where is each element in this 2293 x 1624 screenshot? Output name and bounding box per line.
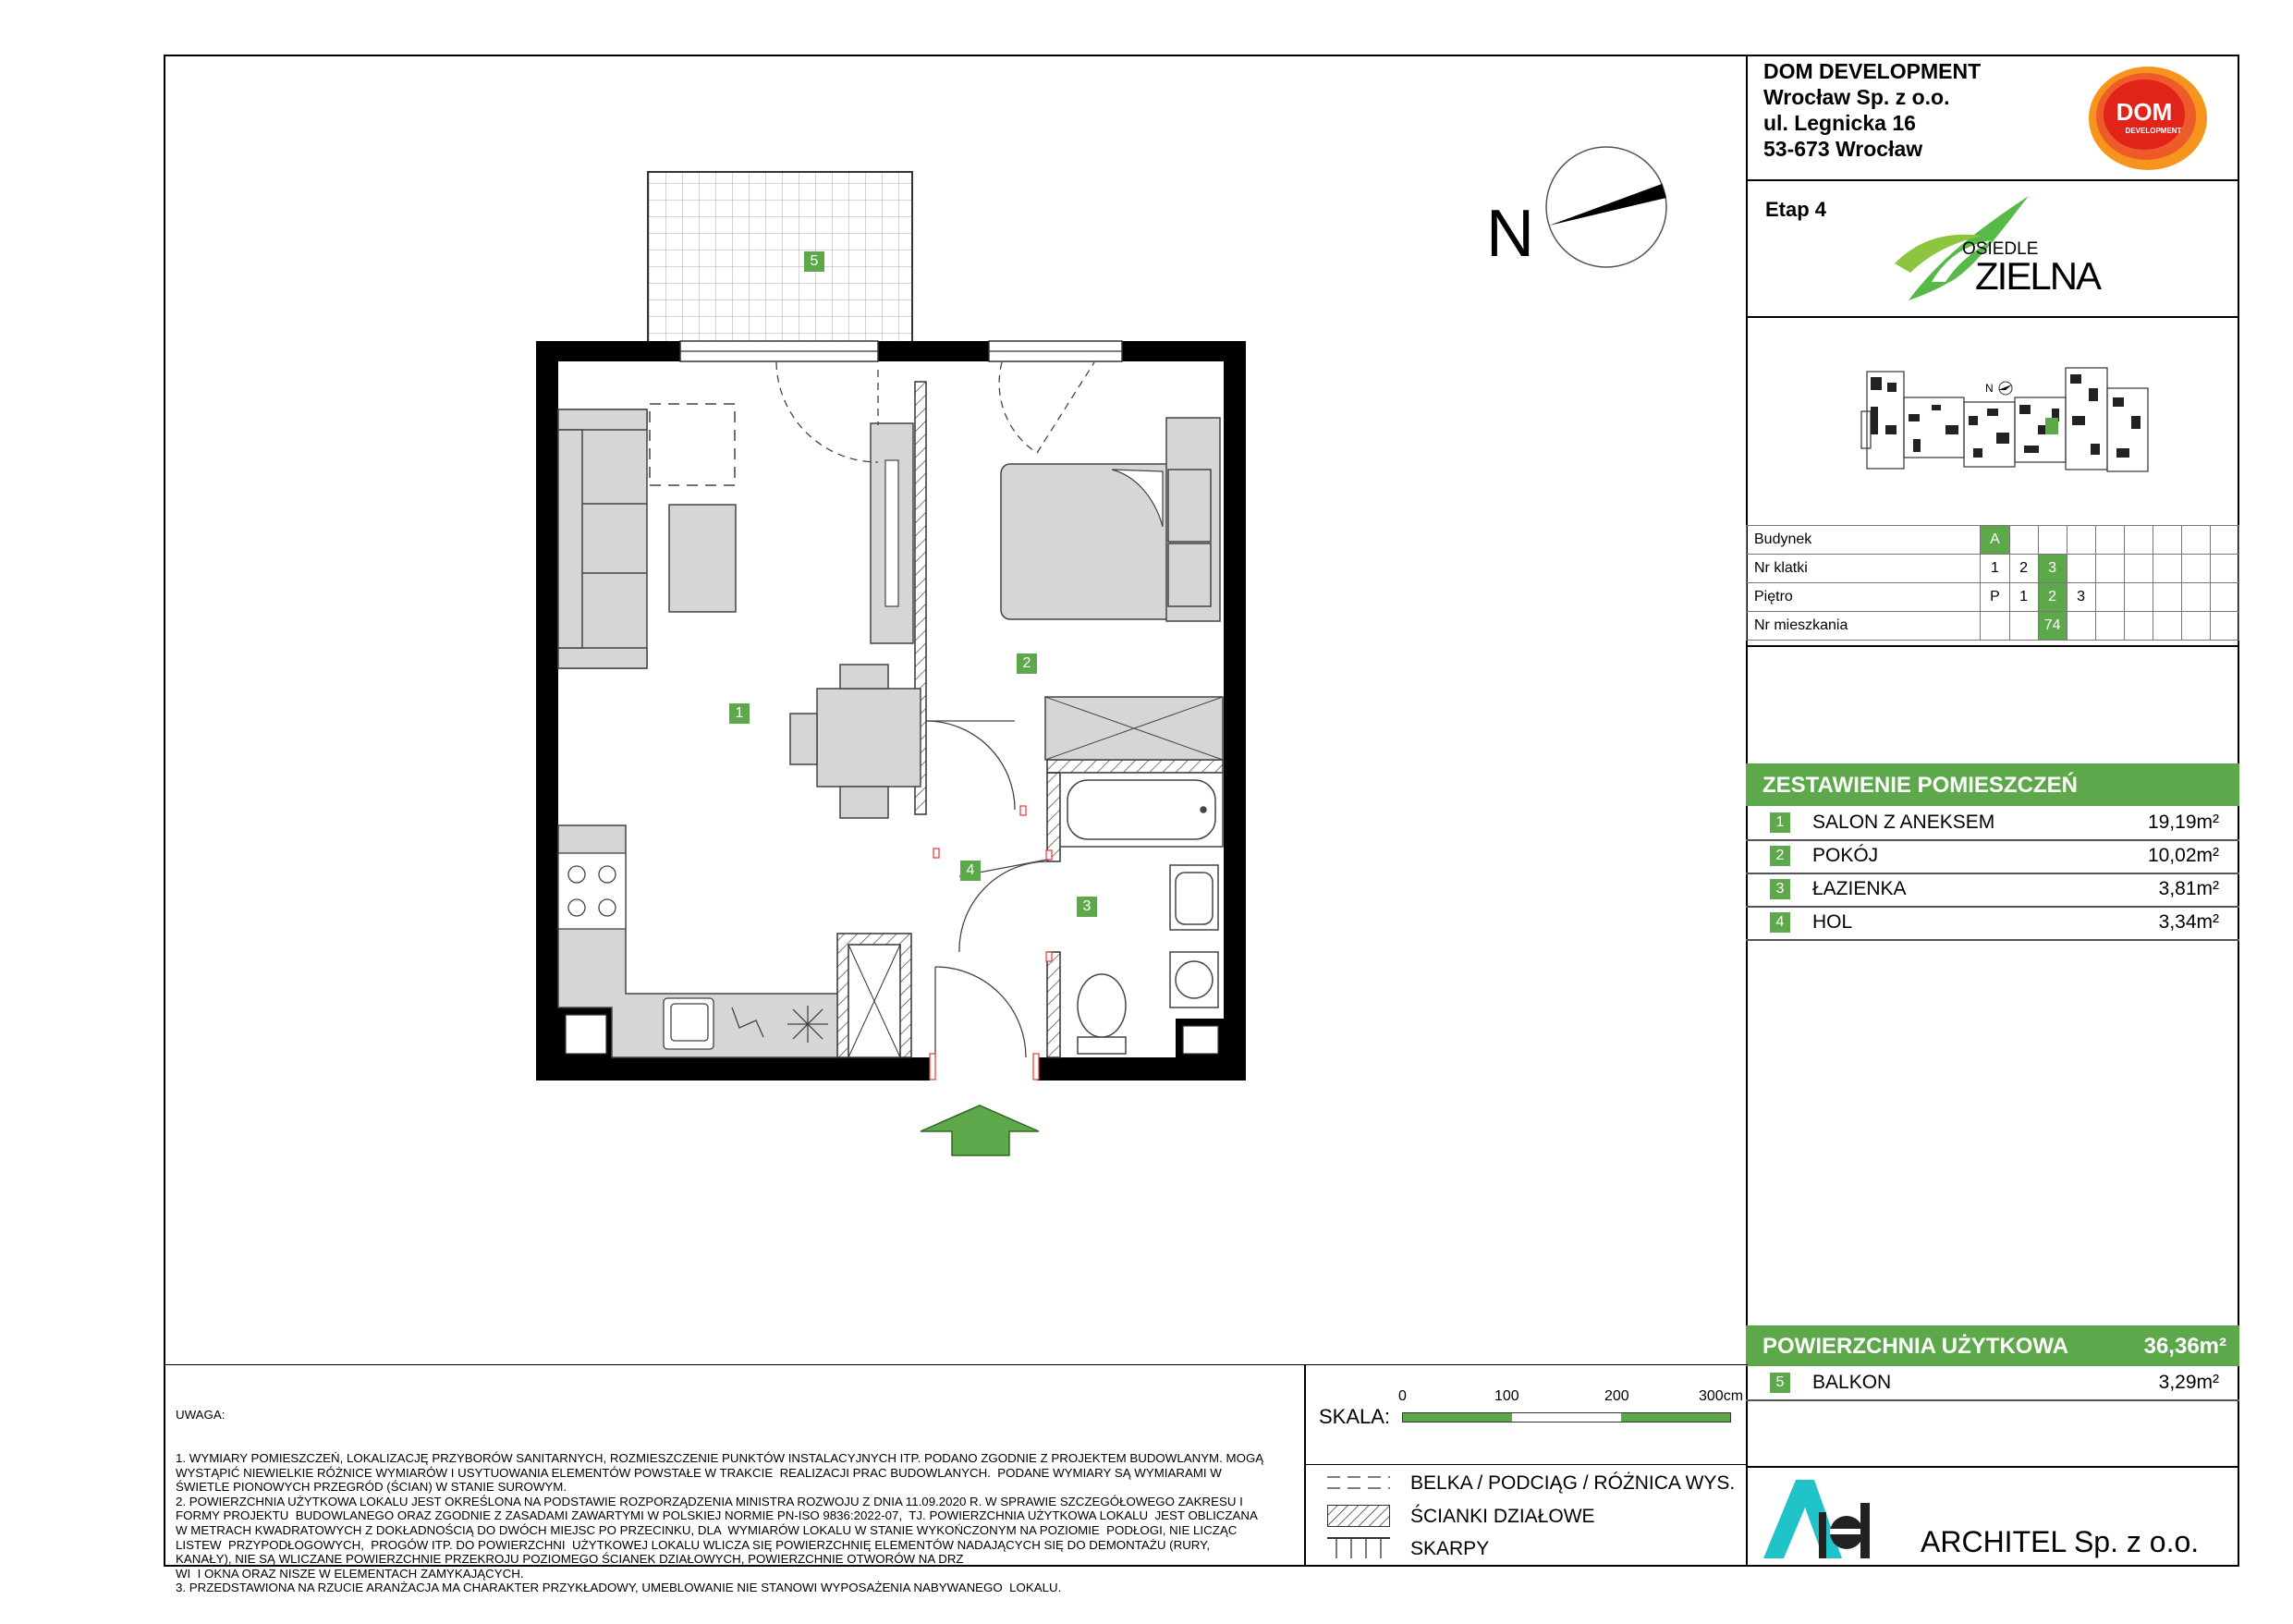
floor-plan xyxy=(518,157,1257,1174)
room-name: ŁAZIENKA xyxy=(1812,878,1907,899)
notes-title: UWAGA: xyxy=(176,1408,226,1423)
location-cell xyxy=(2067,526,2095,555)
plan-room-3-badge: 3 xyxy=(1077,897,1097,917)
balcony-name: BALKON xyxy=(1812,1372,1892,1393)
notes-line: 1. WYMIARY POMIESZCZEŃ, LOKALIZACJĘ PRZYBORÓW SANITARNYCH, ROZMIESZCZENIE PUNKTÓW INSTALACYJNYCH ITP. PODANO ZGODNIE Z PROJEKTEM BUDOWLANYM. MOGĄ xyxy=(176,1450,1264,1465)
room-name: HOL xyxy=(1812,911,1853,933)
notes-line: 2. POWIERZCHNIA UŻYTKOWA LOKALU JEST OKREŚLONA NA PODSTAWIE ROZPORZĄDZENIA MINISTRA ROZWOJU Z DNIA 11.09.2020 R. W SPRAWIE SZCZEGÓŁOWEGO ZAKRESU I xyxy=(176,1494,1243,1508)
location-cell xyxy=(2038,526,2067,555)
notes-lines xyxy=(176,1451,1285,1595)
scale-tick-0: 0 xyxy=(1398,1388,1407,1404)
scale-tick-300: 300cm xyxy=(1699,1388,1744,1404)
location-row-label: Piętro xyxy=(1747,583,1981,612)
location-cell xyxy=(2210,555,2238,583)
room-number-badge: 4 xyxy=(1770,912,1790,933)
location-cell xyxy=(2210,583,2238,612)
dom-logo-subword: DEVELOPMENT xyxy=(2125,127,2182,135)
location-cell xyxy=(2067,612,2095,641)
dining-set xyxy=(790,665,921,818)
room-number-badge: 1 xyxy=(1770,812,1790,833)
room-area: 3,81m² xyxy=(2158,878,2219,899)
location-cell: 74 xyxy=(2038,612,2067,641)
notes-block xyxy=(176,1379,1285,1624)
stage-label: Etap 4 xyxy=(1765,198,1827,221)
sofa xyxy=(558,409,647,668)
architect-name: ARCHITEL Sp. z o.o. xyxy=(1921,1525,2200,1558)
location-cell xyxy=(2095,612,2124,641)
room-name: POKÓJ xyxy=(1812,845,1879,866)
balcony xyxy=(648,172,912,344)
legend-reveal-text: SKARPY xyxy=(1410,1538,1490,1559)
location-row-label: Budynek xyxy=(1747,526,1981,555)
location-row xyxy=(1747,612,2239,641)
cooktop xyxy=(558,853,626,929)
location-cell: A xyxy=(1981,526,2009,555)
notes-line: LISTEW PRZYPODŁOGOWYCH, PROGÓW ITP. DO POWIERZCHNI UŻYTKOWEJ LOKALU WLICZA SIĘ POWIERZCHNIĘ ELEMENTÓW NADAJĄCYCH SIĘ DO DEMONTAŻU (RURY, xyxy=(176,1537,1211,1552)
toilet xyxy=(1078,974,1126,1054)
location-cell: 3 xyxy=(2038,555,2067,583)
compass-north-label: N xyxy=(1486,197,1534,271)
location-cell xyxy=(2124,612,2153,641)
reveal-symbol xyxy=(1327,1536,1390,1558)
location-cell xyxy=(2009,612,2038,641)
notes-line: FORMY PROJEKTU BUDOWLANEGO ORAZ ZGODNIE Z ZASADAMI ZAWARTYMI W POLSKIEJ NORMIE PN-ISO 9836:2022-07, TJ. POWIERZCHNIA UŻYTKOWA LOKALU JEST OBLICZANA xyxy=(176,1508,1258,1523)
location-cell: 3 xyxy=(2067,583,2095,612)
notes-line: 3. PRZEDSTAWIONA NA RZUCIE ARANŻACJA MA CHARAKTER PRZYKŁADOWY, UMEBLOWANIE NIE STANOWI WYPOSAŻENIA NABYWANEGO LOKALU. xyxy=(176,1581,1062,1595)
location-cell xyxy=(2181,612,2210,641)
location-cell xyxy=(1981,612,2009,641)
location-cell xyxy=(2095,526,2124,555)
location-cell xyxy=(2181,526,2210,555)
notes-line: ŚWIETLE PIONOWYCH PRZEGRÓD (ŚCIAN) W STANIE SUROWYM. xyxy=(176,1480,567,1495)
location-cell xyxy=(2095,583,2124,612)
location-row xyxy=(1747,555,2239,583)
divider xyxy=(1746,645,2239,647)
legend-dashed-text: BELKA / PODCIĄG / RÓŻNICA WYS. xyxy=(1410,1472,1736,1494)
developer-company: Wrocław Sp. z o.o. xyxy=(1763,85,1950,109)
location-cell: 1 xyxy=(1981,555,2009,583)
dashed-line-symbol xyxy=(1327,1473,1390,1492)
hatch-symbol xyxy=(1327,1505,1390,1527)
keyplan-selected-unit xyxy=(2045,418,2058,434)
location-cell xyxy=(2181,583,2210,612)
notes-line: WI I OKNA ORAZ NISZE W ELEMENTACH ZAMYKAJĄCYCH. xyxy=(176,1566,524,1581)
location-cell: 1 xyxy=(2009,583,2038,612)
location-cell xyxy=(2009,526,2038,555)
notes-line: KANAŁY), NIE SĄ WLICZANE POWIERZCHNIE PRZEKROJU POZIOMEGO ŚCIANEK DZIAŁOWYCH, POWIERZCHNIE OTWORÓW NA DRZ xyxy=(176,1552,964,1567)
room-row xyxy=(1746,873,2239,908)
scale-tick-200: 200 xyxy=(1604,1388,1629,1404)
notes-line: WYSTĄPIĆ NIEWIELKIE RÓŻNICE WYMIARÓW I USYTUOWANIA ELEMENTÓW POWSTAŁE W TRAKCIE REALIZACJI PRAC BUDOWLANYCH. PODANE WYMIARY SĄ WYMIARAMI W xyxy=(176,1465,1222,1480)
kitchen-sink xyxy=(664,998,714,1049)
osiedle-word: OSIEDLE xyxy=(1962,239,2039,259)
notes-line: W METRACH KWADRATOWYCH Z DOKŁADNOŚCIĄ DO DWÓCH MIEJSC PO PRZECINKU, DLA WYMIARÓW LOKALU W STANIE WYKOŃCZONYM NA POZIOMIE PODŁOGI, NIE LICZĄC xyxy=(176,1522,1238,1537)
location-table xyxy=(1746,525,2239,641)
compass-rose xyxy=(1542,142,1671,272)
room-row xyxy=(1746,806,2239,841)
balcony-area: 3,29m² xyxy=(2158,1372,2219,1393)
location-cell xyxy=(2124,526,2153,555)
notes-frame xyxy=(164,1364,1748,1366)
divider xyxy=(1746,316,2239,318)
developer-name: DOM DEVELOPMENT xyxy=(1763,59,1982,83)
balcony-number-badge: 5 xyxy=(1770,1373,1790,1393)
washbasin xyxy=(1170,865,1218,930)
developer-city: 53-673 Wrocław xyxy=(1763,137,1923,161)
plan-room-5-badge: 5 xyxy=(804,251,824,272)
rooms-header-title: ZESTAWIENIE POMIESZCZEŃ xyxy=(1762,773,2078,798)
location-cell xyxy=(2153,526,2181,555)
location-cell xyxy=(2095,555,2124,583)
room-row xyxy=(1746,906,2239,941)
room-row xyxy=(1746,839,2239,874)
dom-development-logo xyxy=(2080,63,2214,174)
location-cell: 2 xyxy=(2038,583,2067,612)
washing-machine xyxy=(1170,952,1218,1007)
location-cell xyxy=(2153,612,2181,641)
room-area: 19,19m² xyxy=(2147,812,2219,833)
location-row-label: Nr mieszkania xyxy=(1747,612,1981,641)
legend-hatch-text: ŚCIANKI DZIAŁOWE xyxy=(1410,1506,1595,1527)
usable-area-value: 36,36m² xyxy=(2143,1334,2226,1359)
bathtub xyxy=(1060,773,1223,847)
plan-room-2-badge: 2 xyxy=(1017,653,1037,674)
architel-logo xyxy=(1754,1475,1902,1560)
rooms-header xyxy=(1746,763,2239,806)
location-cell xyxy=(2153,555,2181,583)
plan-room-4-badge: 4 xyxy=(960,861,981,881)
location-cell xyxy=(2067,555,2095,583)
location-cell xyxy=(2153,583,2181,612)
location-cell xyxy=(2124,555,2153,583)
scale-label: SKALA: xyxy=(1319,1405,1391,1428)
location-row xyxy=(1747,526,2239,555)
entrance-arrow xyxy=(921,1105,1039,1155)
zielna-word: ZIELNA xyxy=(1975,254,2101,298)
divider xyxy=(1746,179,2239,181)
dom-logo-word: DOM xyxy=(2116,98,2173,126)
divider xyxy=(1746,1466,2239,1468)
coffee-table xyxy=(669,505,736,612)
room-area: 10,02m² xyxy=(2147,845,2219,866)
building-key-plan xyxy=(1858,360,2153,485)
room-area: 3,34m² xyxy=(2158,911,2219,933)
room-name: SALON Z ANEKSEM xyxy=(1812,812,1995,833)
location-cell: 2 xyxy=(2009,555,2038,583)
location-row-label: Nr klatki xyxy=(1747,555,1981,583)
room-number-badge: 3 xyxy=(1770,879,1790,899)
osiedle-zielna-logo xyxy=(1890,185,2121,310)
location-cell xyxy=(2210,526,2238,555)
location-cell xyxy=(2124,583,2153,612)
scale-tick-100: 100 xyxy=(1494,1388,1519,1404)
usable-area-bar xyxy=(1746,1325,2239,1366)
location-cell xyxy=(2210,612,2238,641)
usable-area-label: POWIERZCHNIA UŻYTKOWA xyxy=(1762,1334,2069,1359)
bed xyxy=(1001,418,1220,621)
room-number-badge: 2 xyxy=(1770,846,1790,866)
location-row xyxy=(1747,583,2239,612)
keyplan-north-label: N xyxy=(1985,382,1994,395)
legend-divider xyxy=(1304,1464,1748,1466)
location-cell xyxy=(2181,555,2210,583)
balcony-row xyxy=(1746,1366,2239,1401)
scale-bar xyxy=(1402,1412,1731,1423)
plan-room-1-badge: 1 xyxy=(729,703,750,724)
location-cell: P xyxy=(1981,583,2009,612)
developer-street: ul. Legnicka 16 xyxy=(1763,111,1916,135)
